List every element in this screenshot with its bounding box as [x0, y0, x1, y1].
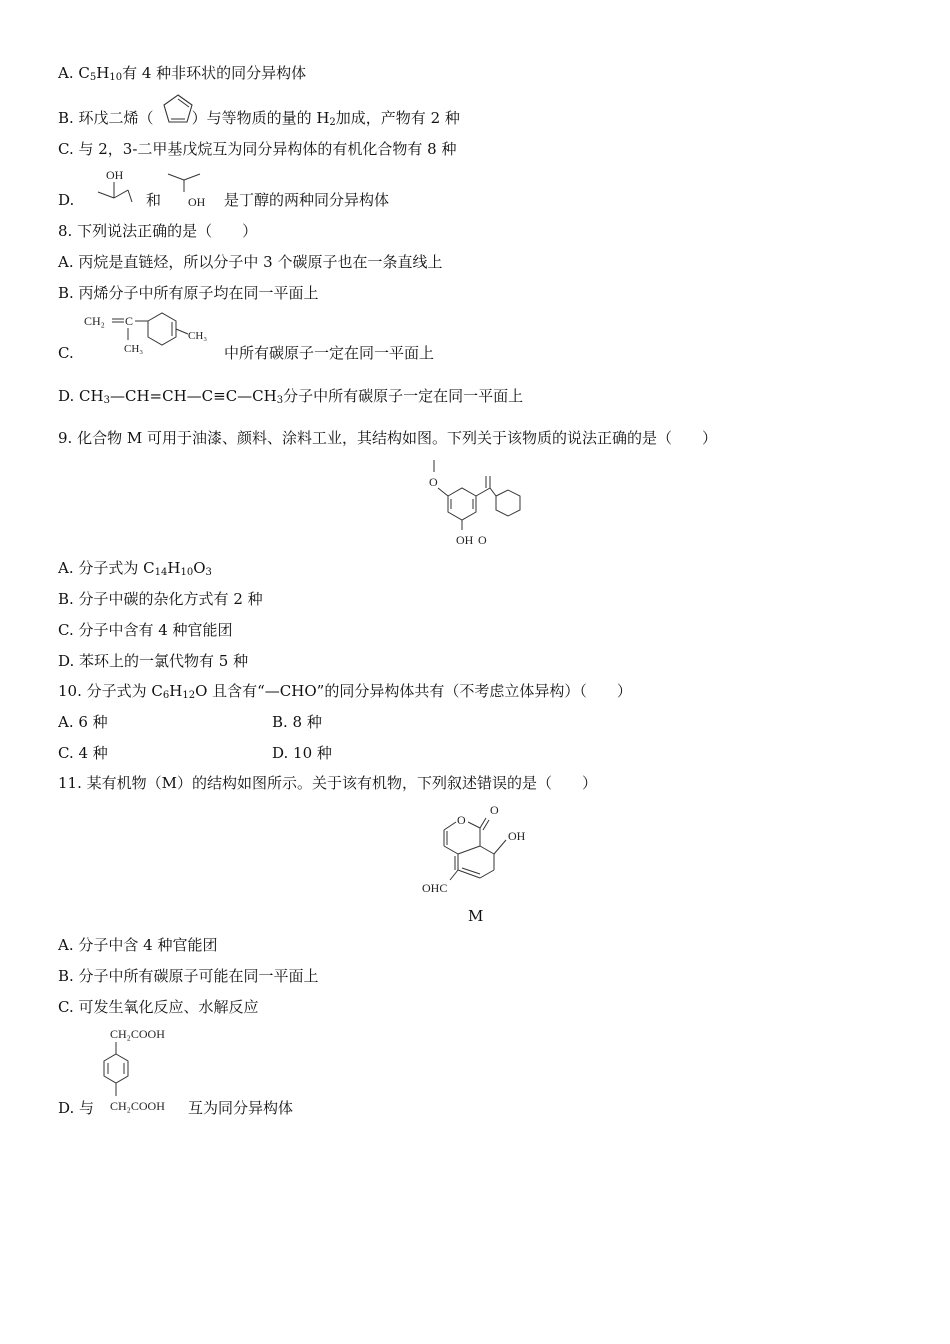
q8-option-c-text: 中所有碳原子一定在同一平面上 [224, 344, 435, 362]
q8-option-a: A. 丙烷是直链烃，所以分子中 3 个碳原子也在一条直线上 [58, 253, 443, 271]
cyclopentadiene-structure [160, 92, 196, 126]
q9-option-d: D. 苯环上的一氯代物有 5 种 [58, 652, 249, 670]
svg-text:CH₃: CH₃ [124, 343, 144, 355]
q11-stem: 11. 某有机物（M）的结构如图所示。关于该有机物，下列叙述错误的是（ ） [58, 774, 597, 792]
q10-option-b: B. 8 种 [272, 713, 322, 731]
q11-option-c: C. 可发生氧化反应、水解反应 [58, 998, 259, 1016]
q8-option-b: B. 丙烯分子中所有原子均在同一平面上 [58, 284, 319, 302]
phenylenediacetic-acid-structure [96, 1024, 196, 1120]
q11-molecule-structure [420, 800, 540, 900]
q11-molecule-caption: M [468, 907, 484, 925]
q7-option-c: C. 与 2，3-二甲基戊烷互为同分异构体的有机化合物有 8 种 [58, 140, 457, 158]
svg-text:O: O [490, 803, 499, 817]
q10-stem: 10. 分子式为 $C_6H_{12}O$ 且含有“—CHO”的同分异构体共有（不考虑立体异构）（ ） [58, 682, 632, 701]
q11-option-d: D. 与 [58, 1099, 95, 1117]
svg-text:CH₂COOH: CH₂COOH [110, 1099, 165, 1113]
q10-option-d: D. 10 种 [272, 744, 332, 762]
svg-text:CH₂COOH: CH₂COOH [110, 1027, 165, 1041]
butanol-structure-2 [162, 166, 212, 212]
oh-label-1: OH [106, 168, 124, 182]
q9-molecule-structure [420, 456, 530, 552]
svg-text:C: C [125, 314, 134, 328]
q9-stem: 9. 化合物 M 可用于油漆、颜料、涂料工业，其结构如图。下列关于该物质的说法正确的是（ ） [58, 429, 717, 447]
q11-option-a: A. 分子中含 4 种官能团 [58, 936, 218, 954]
svg-text:O: O [429, 475, 438, 489]
svg-text:CH₂: CH₂ [84, 314, 105, 328]
q10-option-c: C. 4 种 [58, 744, 108, 762]
q11-option-b: B. 分子中所有碳原子可能在同一平面上 [58, 967, 319, 985]
q7-option-a: A. $C_5H_{10}$有 4 种非环状的同分异构体 [58, 64, 307, 83]
svg-text:O: O [457, 813, 466, 827]
svg-text:OH: OH [508, 829, 526, 843]
q8-option-d: D. $CH_3—CH=CH—C\equiv C—CH_3$分子中所有碳原子一定在同一平面上 [58, 387, 524, 406]
svg-text:OHC: OHC [422, 881, 448, 895]
q7-option-d-text: 是丁醇的两种同分异构体 [224, 191, 390, 209]
limonene-structure [82, 310, 222, 360]
q7-option-d: D. [58, 191, 75, 209]
q8-option-c: C. [58, 344, 74, 362]
q7-option-b: B. 环戊二烯（ ）与等物质的量的 $H_2$加成，产物有 2 种 [58, 109, 460, 128]
q10-option-a: A. 6 种 [58, 713, 108, 731]
q9-option-c: C. 分子中含有 4 种官能团 [58, 621, 233, 639]
svg-text:OH: OH [456, 533, 474, 547]
butanol-structure-1 [92, 166, 136, 212]
svg-text:CH₃: CH₃ [188, 330, 208, 342]
svg-text:O: O [478, 533, 487, 547]
oh-label-2: OH [188, 195, 206, 209]
q8-stem: 8. 下列说法正确的是（ ） [58, 222, 258, 240]
q7-option-d-and: 和 [146, 191, 162, 209]
q11-option-d-text: 互为同分异构体 [188, 1099, 294, 1117]
q9-option-a: A. 分子式为 $C_{14}H_{10}O_3$ [58, 559, 212, 578]
q9-option-b: B. 分子中碳的杂化方式有 2 种 [58, 590, 263, 608]
